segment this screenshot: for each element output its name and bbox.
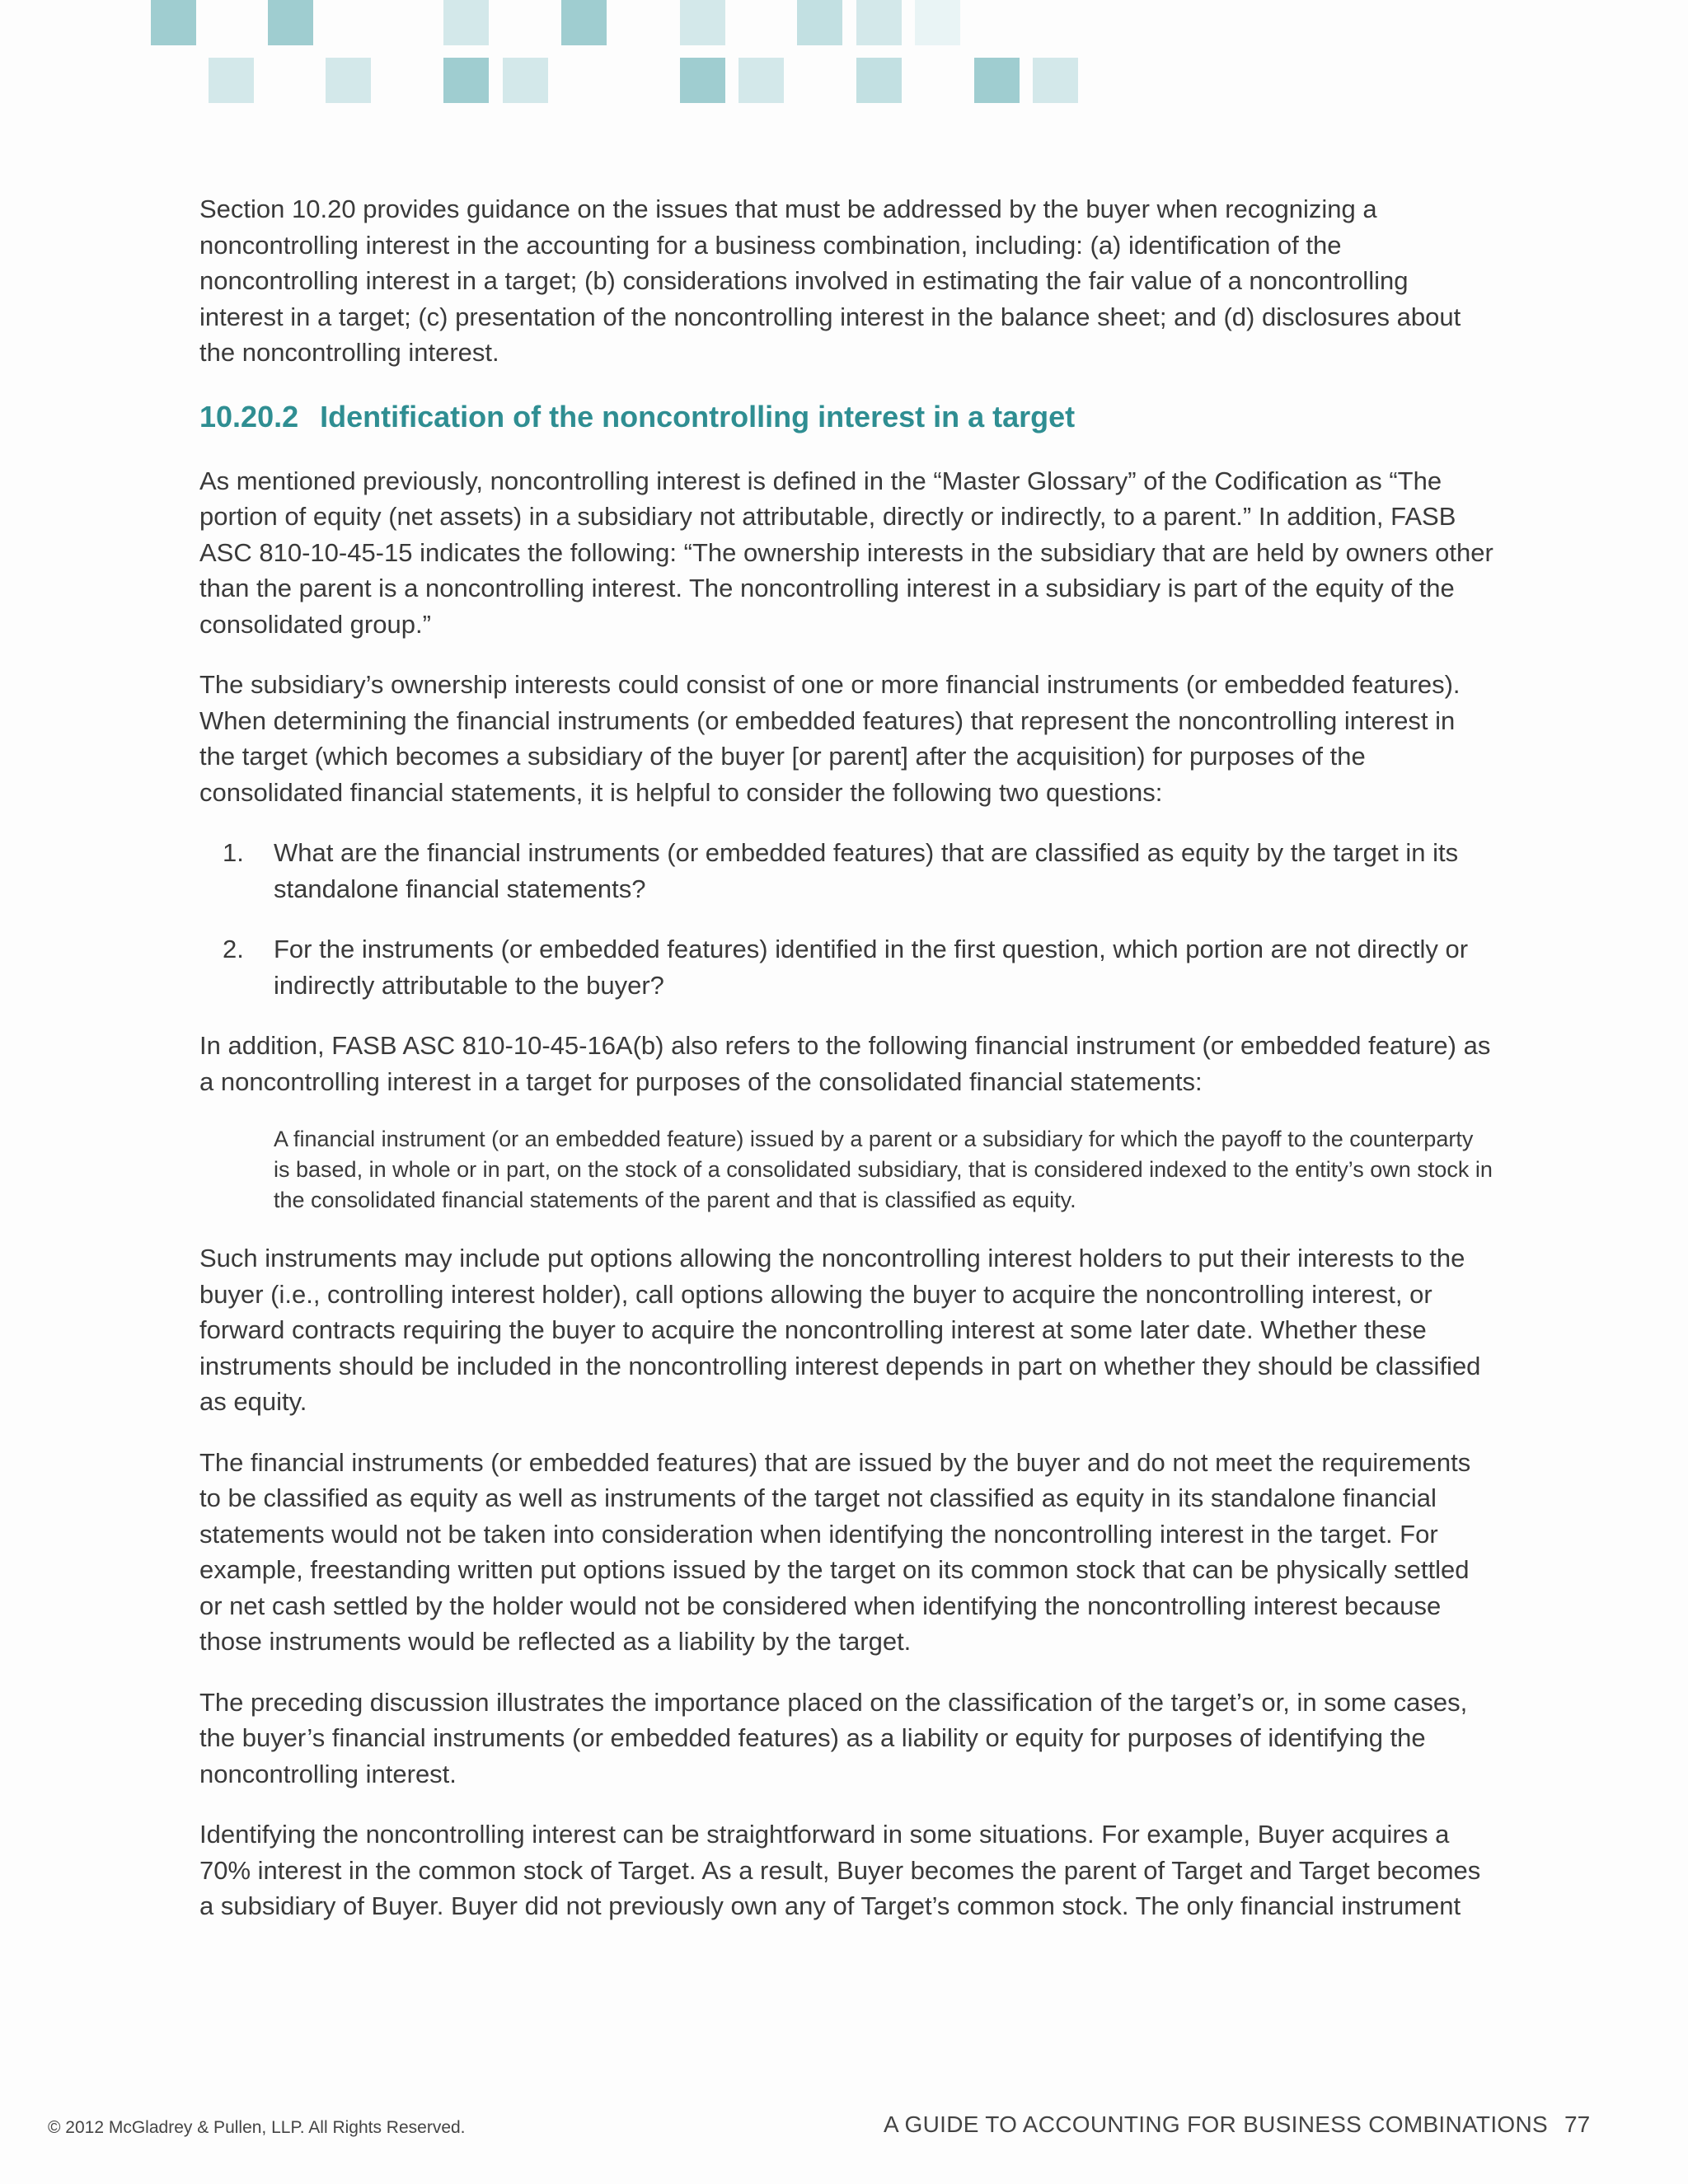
decor-square (680, 0, 725, 45)
footer-copyright: © 2012 McGladrey & Pullen, LLP. All Rights Reserved. (48, 2118, 466, 2137)
decor-square (443, 0, 489, 45)
list-marker: 2. (223, 935, 244, 963)
list-marker: 1. (223, 838, 244, 867)
decor-square (503, 58, 548, 103)
list-item (199, 931, 1493, 1003)
decor-square (209, 58, 254, 103)
decor-square (974, 58, 1020, 103)
paragraph: The subsidiary’s ownership interests could consist of one or more financial instruments (or embedded features). When determining the financial instruments (or embedded features) that represent the noncontrolling interest in the target (which becomes a subsidiary of the buyer [or parent] after the acquisition) for purposes of the consolidated financial statements, it is helpful to consider the following two questions: (199, 670, 1461, 807)
document-body (199, 191, 1493, 1949)
paragraph: The financial instruments (or embedded features) that are issued by the buyer and do not meet the requirements to be classified as equity as well as instruments of the target not classified as equity in its standalone financial statements would not be taken into consideration when identifying the noncontrolling interest in the target. For example, freestanding written put options issued by the target on its common stock that can be physically settled or net cash settled by the holder would not be considered when identifying the noncontrolling interest because those instruments would be reflected as a liability by the target. (199, 1447, 1471, 1656)
paragraph: In addition, FASB ASC 810-10-45-16A(b) also refers to the following financial instrument (or embedded feature) as a noncontrolling interest in a target for purposes of the consolidated financial statements: (199, 1031, 1491, 1096)
decor-square (443, 58, 489, 103)
footer-guide-title: A GUIDE TO ACCOUNTING FOR BUSINESS COMBINATIONS (884, 2111, 1548, 2137)
decor-square (915, 0, 960, 45)
intro-paragraph: Section 10.20 provides guidance on the issues that must be addressed by the buyer when recognizing a noncontrolling interest in the accounting for a business combination, including: (a) identification of the noncontrolling interest in a target; (b) considerations involved in estimating the fair value of a noncontrolling interest in a target; (c) presentation of the noncontrolling interest in the balance sheet; and (d) disclosures about the noncontrolling interest. (199, 194, 1461, 367)
decor-square (856, 0, 902, 45)
paragraph: Such instruments may include put options allowing the noncontrolling interest holders to put their interests to the buyer (i.e., controlling interest holder), call options allowing the buyer to acquire the noncontrolling interest, or forward contracts requiring the buyer to acquire the noncontrolling interest at some later date. Whether these instruments should be included in the noncontrolling interest depends in part on whether they should be classified as equity. (199, 1244, 1481, 1416)
decor-square (268, 0, 313, 45)
decor-square (151, 0, 196, 45)
decor-square (1033, 58, 1078, 103)
paragraph: The preceding discussion illustrates the importance placed on the classification of the target’s or, in some cases, the buyer’s financial instruments (or embedded features) as a liability or equity for purposes of identifying the noncontrolling interest. (199, 1687, 1468, 1788)
decor-square (561, 0, 607, 45)
list-item-text: For the instruments (or embedded features) identified in the first question, which portion are not directly or indirectly attributable to the buyer? (274, 935, 1469, 1000)
section-number: 10.20.2 (199, 399, 299, 434)
decor-square (856, 58, 902, 103)
section-title: Identification of the noncontrolling interest in a target (320, 399, 1076, 434)
questions-list (199, 835, 1493, 1003)
block-quote: A financial instrument (or an embedded feature) issued by a parent or a subsidiary for which the payoff to the counterparty is based, in whole or in part, on the stock of a consolidated subsidiary, that is considered indexed to the entity’s own stock in the consolidated financial statements of the parent and that is classified as equity. (274, 1127, 1493, 1212)
list-item-text: What are the financial instruments (or embedded features) that are classified as equity by the target in its standalone financial statements? (274, 838, 1459, 903)
paragraph: Identifying the noncontrolling interest can be straightforward in some situations. For example, Buyer acquires a 70% interest in the common stock of Target. As a result, Buyer becomes the parent of Target and Target becomes a subsidiary of Buyer. Buyer did not previously own any of Target’s common stock. The only financial instrument (199, 1820, 1481, 1920)
list-item (199, 835, 1493, 907)
page-number: 77 (1564, 2111, 1591, 2137)
paragraph: As mentioned previously, noncontrolling interest is defined in the “Master Glossary” of the Codification as “The portion of equity (net assets) in a subsidiary not attributable, directly or indirectly, to a parent.” In addition, FASB ASC 810-10-45-15 indicates the following: “The ownership interests in the subsidiary that are held by owners other than the parent is a noncontrolling interest. The noncontrolling interest in a subsidiary is part of the equity of the consolidated group.” (199, 466, 1493, 639)
section-heading (199, 396, 1493, 438)
decor-square (797, 0, 842, 45)
decor-square (738, 58, 784, 103)
decor-square (680, 58, 725, 103)
decor-square (326, 58, 371, 103)
